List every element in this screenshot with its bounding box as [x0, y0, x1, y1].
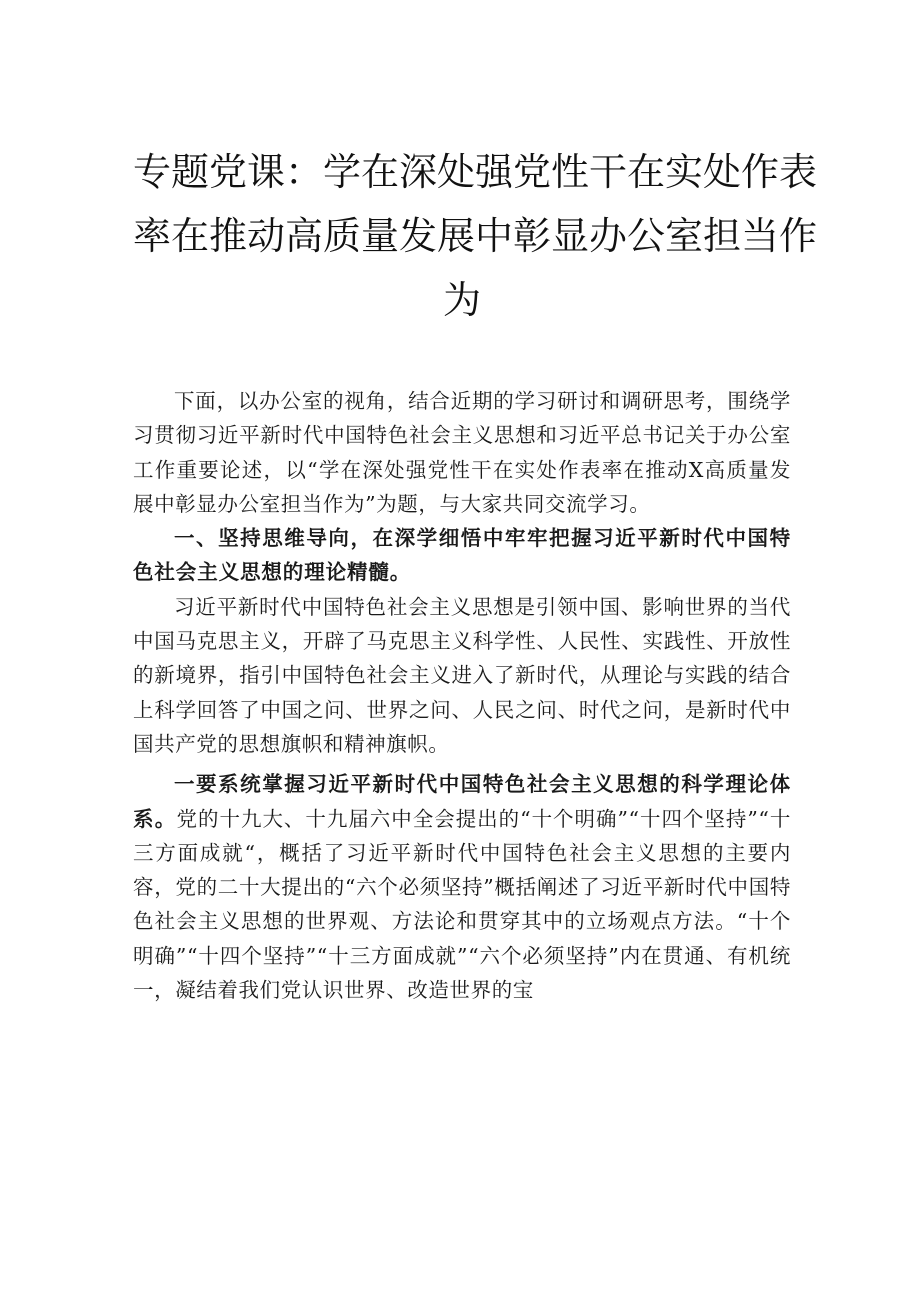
section-1-heading: 一、坚持思维导向，在深学细悟中牢牢把握习近平新时代中国特色社会主义思想的理论精髓。: [133, 526, 791, 585]
section-1-paragraph: 习近平新时代中国特色社会主义思想是引领中国、影响世界的当代中国马克思主义，开辟了马克思主义科学性、人民性、实践性、开放性的新境界，指引中国特色社会主义进入了新时代，从理论与实践的结合上科学回答了中国之问、世界之问、人民之问、时代之问，是新时代中国共产党的思想旗帜和精神旗帜。: [133, 594, 791, 756]
point-1-lead: 一要系统掌握习近平新时代中国特色社会主义思想的科学理论体系。: [133, 772, 791, 831]
point-1-paragraph: [133, 767, 791, 1007]
point-1-body: 党的十九大、十九届六中全会提出的“十个明确”“十四个坚持”“十三方面成就“，概括了习近平新时代中国特色社会主义思想的主要内容，党的二十大提出的“六个必须坚持”概括阐述了习近平新时代中国特色社会主义思想的世界观、方法论和贯穿其中的立场观点方法。“十个明确”“十四个坚持”“十三方面成就”“六个必须坚持”内在贯通、有机统一，凝结着我们党认识世界、改造世界的宝: [133, 806, 791, 1003]
document-page: [133, 140, 818, 1007]
title-line-3: 为: [442, 278, 481, 322]
document-title: [133, 140, 818, 332]
title-line-2: 率在推动高质量发展中彰显办公室担当作: [133, 214, 818, 258]
document-body: [133, 384, 791, 1007]
intro-paragraph: 下面，以办公室的视角，结合近期的学习研讨和调研思考，围绕学习贯彻习近平新时代中国特色社会主义思想和习近平总书记关于办公室工作重要论述，以“学在深处强党性干在实处作表率在推动X高质量发展中彰显办公室担当作为”为题，与大家共同交流学习。: [133, 389, 791, 516]
title-line-1: 专题党课：学在深处强党性干在实处作表: [133, 150, 818, 194]
